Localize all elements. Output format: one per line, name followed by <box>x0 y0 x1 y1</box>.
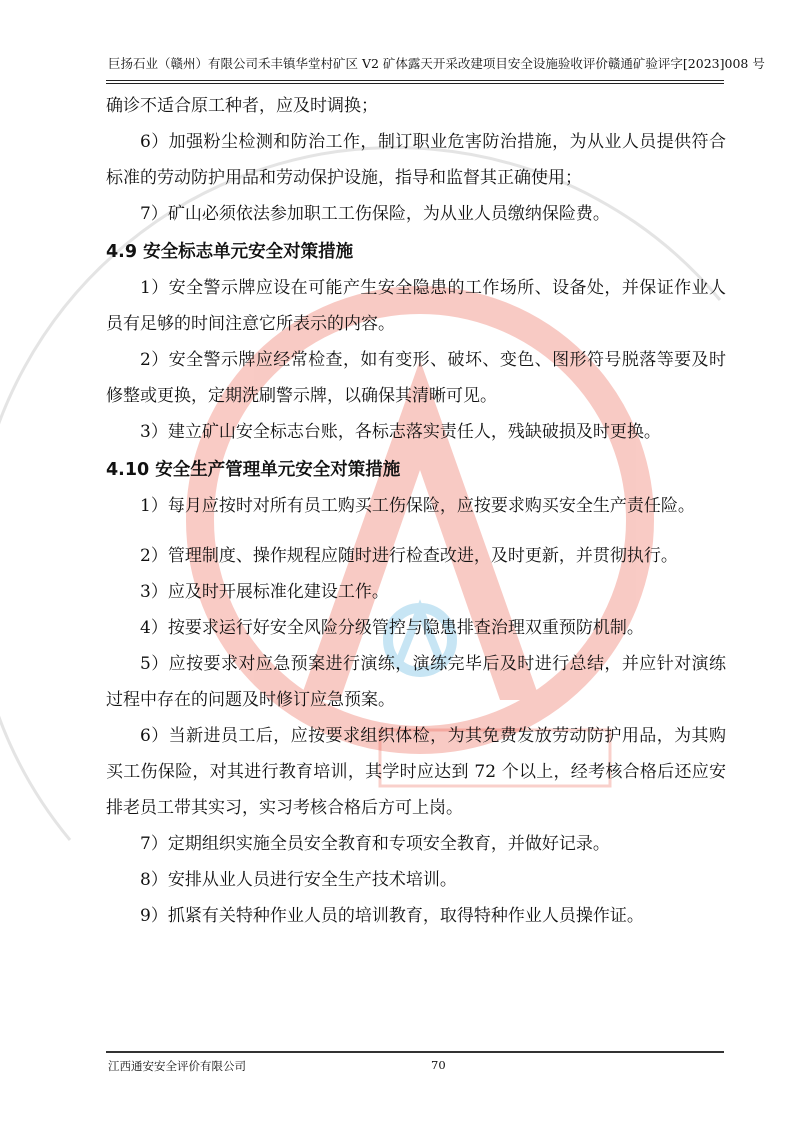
paragraph: 5）应按要求对应急预案进行演练，演练完毕后及时进行总结，并应针对演练过程中存在的问题及时修订应急预案。 <box>106 654 726 710</box>
paragraph: 3）应及时开展标准化建设工作。 <box>140 582 389 602</box>
section-heading: 4.10 安全生产管理单元安全对策措施 <box>106 460 401 480</box>
spacer <box>106 524 726 538</box>
paragraph: 4）按要求运行好安全风险分级管控与隐患排查治理双重预防机制。 <box>140 618 644 638</box>
header-rule-secondary <box>106 83 724 84</box>
paragraph: 2）安全警示牌应经常检查，如有变形、破坏、变色、图形符号脱落等要及时修整或更换，定期洗刷警示牌，以确保其清晰可见。 <box>106 350 726 406</box>
document-body <box>106 88 726 934</box>
page-number: 70 <box>431 1058 446 1072</box>
paragraph: 8）安排从业人员进行安全生产技术培训。 <box>140 870 457 890</box>
page-header: 巨扬石业（赣州）有限公司禾丰镇华堂村矿区 V2 矿体露天开采改建项目安全设施验收评价赣通矿验评字[2023]008 号 <box>108 56 765 71</box>
paragraph: 确诊不适合原工种者，应及时调换； <box>106 96 378 116</box>
section-heading: 4.9 安全标志单元安全对策措施 <box>106 242 354 262</box>
header-rule <box>106 80 724 81</box>
paragraph: 7）定期组织实施全员安全教育和专项安全教育，并做好记录。 <box>140 834 610 854</box>
paragraph: 6）加强粉尘检测和防治工作，制订职业危害防治措施，为从业人员提供符合标准的劳动防护用品和劳动保护设施，指导和监督其正确使用； <box>106 132 726 188</box>
paragraph: 6）当新进员工后，应按要求组织体检，为其免费发放劳动防护用品，为其购买工伤保险，对其进行教育培训，其学时应达到 72 个以上，经考核合格后还应安排老员工带其实习，实习考核合格后方可上岗。 <box>106 726 726 818</box>
paragraph: 1）每月应按时对所有员工购买工伤保险，应按要求购买安全生产责任险。 <box>140 496 695 516</box>
footer-company: 江西通安安全评价有限公司 <box>108 1059 246 1073</box>
paragraph: 1）安全警示牌应设在可能产生安全隐患的工作场所、设备处，并保证作业人员有足够的时间注意它所表示的内容。 <box>106 278 726 334</box>
footer-rule <box>106 1051 724 1053</box>
paragraph: 3）建立矿山安全标志台账，各标志落实责任人，残缺破损及时更换。 <box>140 422 661 442</box>
paragraph: 9）抓紧有关特种作业人员的培训教育，取得特种作业人员操作证。 <box>140 906 644 926</box>
paragraph: 2）管理制度、操作规程应随时进行检查改进，及时更新，并贯彻执行。 <box>140 546 678 566</box>
paragraph: 7）矿山必须依法参加职工工伤保险，为从业人员缴纳保险费。 <box>140 204 610 224</box>
